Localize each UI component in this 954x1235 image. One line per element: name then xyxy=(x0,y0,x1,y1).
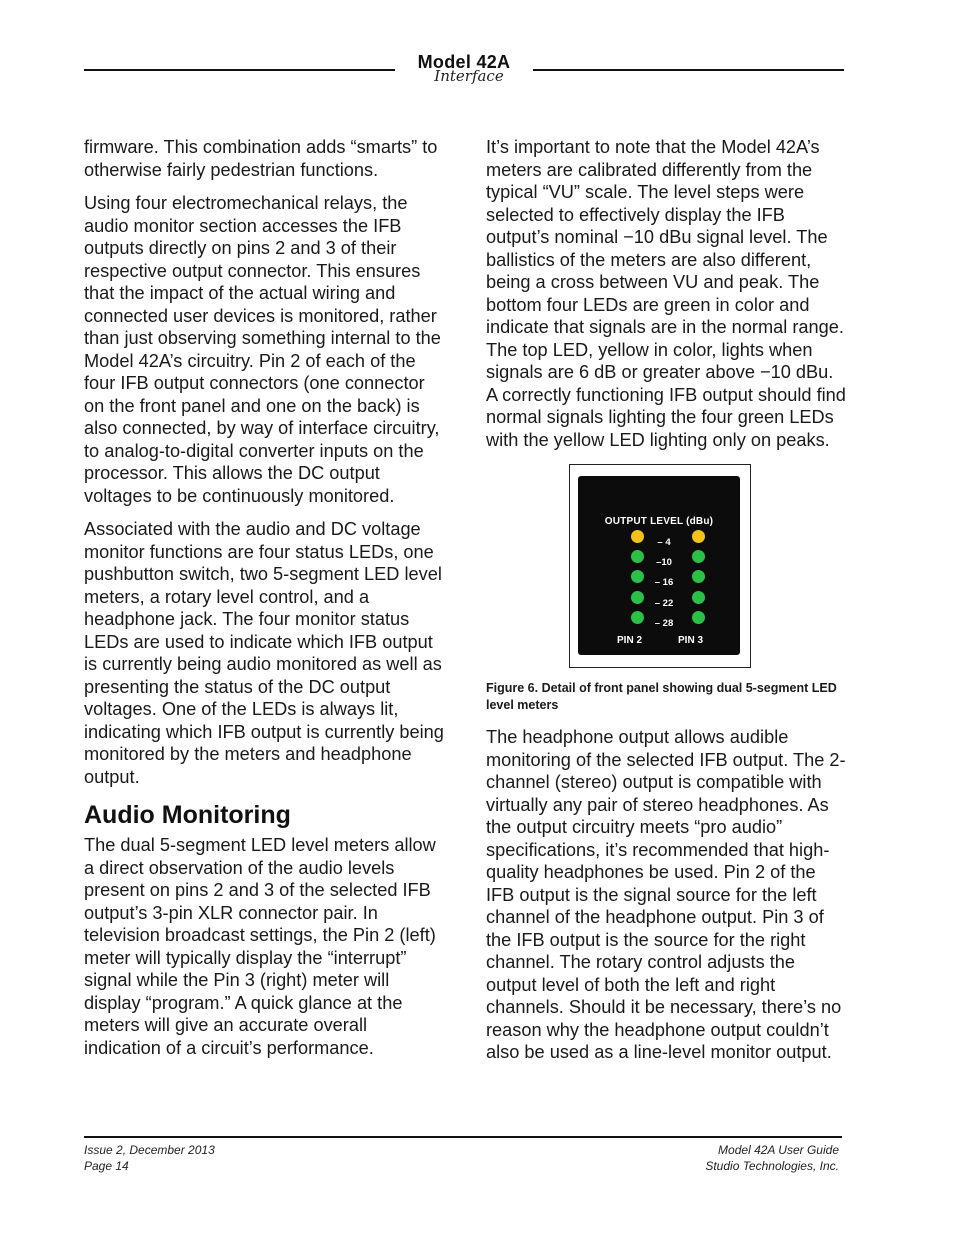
right-paragraph-2: The headphone output allows audible monitoring of the selected IFB output. The 2-channel (stereo) output is compatible with virtually any pair of stereo headphones. As the output circuitry meets “pro audio” specifications, it’s recommended that high-quality headphones be used. Pin 2 of the IFB output is the signal source for the left channel of the headphone output. Pin 3 of the IFB output is the source for the right channel. The rotary control adjusts the output level of both the left and right channels. Should it be necessary, there’s no reason why the headphone output couldn’t also be used as a line-level monitor output. xyxy=(486,727,846,1062)
logo-model: Model 42A xyxy=(417,52,511,72)
logo-interface: Interface xyxy=(434,67,504,85)
header-rule-right xyxy=(533,69,844,71)
led-pin3-level3 xyxy=(692,570,705,583)
panel-title: OUTPUT LEVEL (dBu) xyxy=(604,516,714,527)
pin-3-label: PIN 3 xyxy=(678,635,704,646)
level-label-2: –10 xyxy=(656,557,672,568)
led-pin2-level3 xyxy=(631,570,644,583)
level-label-1: – 4 xyxy=(657,537,671,548)
pin-2-label: PIN 2 xyxy=(617,635,643,646)
left-column xyxy=(84,136,444,1070)
header-rule-left xyxy=(84,69,395,71)
led-pin3-level4 xyxy=(692,591,705,604)
figure-6-frame xyxy=(569,464,751,668)
footer-issue: Issue 2, December 2013 xyxy=(84,1143,215,1157)
right-column xyxy=(486,136,848,1075)
led-pin3-level1 xyxy=(692,530,705,543)
footer-rule xyxy=(84,1136,842,1138)
right-paragraph-1: It’s important to note that the Model 42A’s meters are calibrated differently from the typical “VU” scale. The level steps were selected to effectively display the IFB output’s nominal −10 dBu signal level. The ballistics of the meters are also different, being a cross between VU and peak. The bottom four LEDs are green in color and indicate that signals are in the normal range. The top LED, yellow in color, lights when signals are 6 dB or greater above −10 dBu. A correctly functioning IFB output should find normal signals lighting the four green LEDs with the yellow LED lighting only on peaks. xyxy=(486,137,846,450)
footer-right xyxy=(705,1143,839,1174)
left-paragraph-1: firmware. This combination adds “smarts” to otherwise fairly pedestrian functions. xyxy=(84,137,438,180)
led-pin2-level5 xyxy=(631,611,644,624)
level-label-4: – 22 xyxy=(654,598,674,609)
figure-6-caption: Figure 6. Detail of front panel showing dual 5-segment LED level meters xyxy=(486,681,837,712)
led-pin2-level1 xyxy=(631,530,644,543)
left-paragraph-3: Associated with the audio and DC voltage monitor functions are four status LEDs, one pushbutton switch, two 5-segment LED level meters, a rotary level control, and a headphone jack. The four monitor status LEDs are used to indicate which IFB output is currently being audio monitored as well as presenting the status of the DC output voltages. One of the LEDs is always lit, indicating which IFB output is currently being monitored by the meters and headphone output. xyxy=(84,519,444,787)
led-meter-panel xyxy=(578,476,740,655)
footer-left xyxy=(84,1143,215,1174)
footer-guide-title: Model 42A User Guide xyxy=(718,1143,839,1157)
led-pin2-level4 xyxy=(631,591,644,604)
level-label-5: – 28 xyxy=(654,618,674,629)
led-pin3-level5 xyxy=(692,611,705,624)
footer-company: Studio Technologies, Inc. xyxy=(705,1158,839,1173)
led-pin3-level2 xyxy=(692,550,705,563)
footer-page-number: Page 14 xyxy=(84,1158,129,1173)
left-paragraph-2: Using four electromechanical relays, the audio monitor section accesses the IFB outputs directly on pins 2 and 3 of their respective output connector. This ensures that the impact of the actual wiring and connected user devices is monitored, rather than just observing something internal to the Model 42A’s circuitry. Pin 2 of each of the four IFB output connectors (one connector on the front panel and one on the back) is also connected, by way of interface circuitry, to analog-to-digital converter inputs on the processor. This allows the DC output voltages to be continuously monitored. xyxy=(84,193,441,506)
led-pin2-level2 xyxy=(631,550,644,563)
level-label-3: – 16 xyxy=(654,577,674,588)
left-paragraph-4: The dual 5-segment LED level meters allow a direct observation of the audio levels present on pins 2 and 3 of the selected IFB output’s 3-pin XLR connector pair. In television broadcast settings, the Pin 2 (left) meter will typically display the “interrupt” signal while the Pin 3 (right) meter will display “program.” A quick glance at the meters will give an accurate overall indication of a circuit’s performance. xyxy=(84,835,436,1058)
header-logo xyxy=(400,52,528,83)
section-heading-audio-monitoring: Audio Monitoring xyxy=(84,801,291,829)
